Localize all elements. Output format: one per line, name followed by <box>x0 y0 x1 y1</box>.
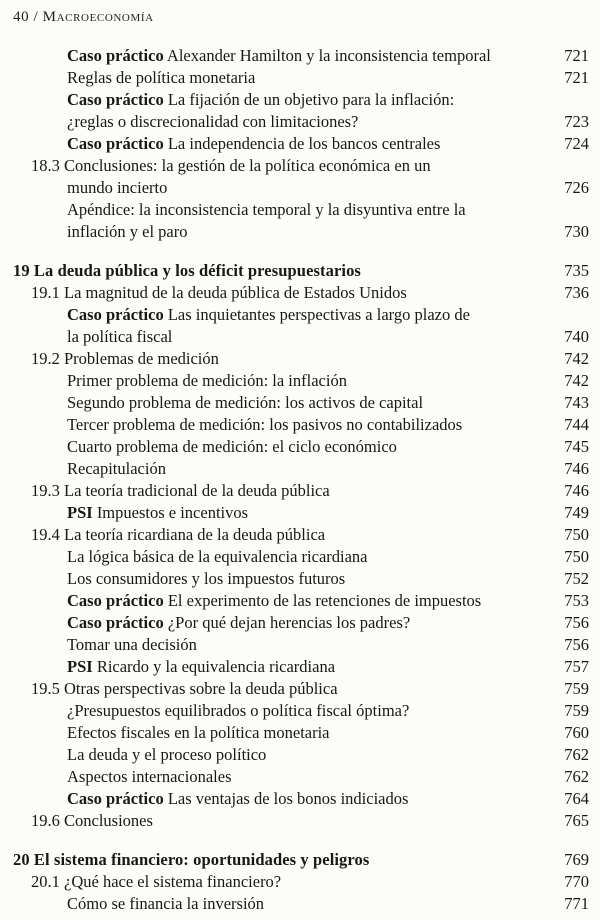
toc-entry-text <box>0 111 555 133</box>
toc-page-number: 753 <box>564 591 589 610</box>
toc-page-number: 756 <box>564 635 589 654</box>
toc-entry-label: ¿reglas o discrecionalidad con limitaciones? <box>67 112 359 131</box>
toc-page-number: 724 <box>564 134 589 153</box>
toc-row <box>0 678 600 700</box>
toc-entry-label: El experimento de las retenciones de impuestos <box>163 591 482 610</box>
toc-row <box>0 45 600 67</box>
toc-entry-text <box>0 612 555 634</box>
toc-entry-text <box>0 788 555 810</box>
toc-row <box>0 480 600 502</box>
toc-row <box>0 326 600 348</box>
toc-page-number: 742 <box>564 371 589 390</box>
toc-entry-bold-label: Caso práctico <box>67 134 164 153</box>
toc-page-number: 740 <box>564 327 589 346</box>
toc-entry-text <box>0 221 555 243</box>
toc-row <box>0 89 600 111</box>
toc-entry-label: La deuda y el proceso político <box>67 745 267 764</box>
toc-page-number: 742 <box>564 349 589 368</box>
toc-page-number: 745 <box>564 437 589 456</box>
toc-entry-text <box>0 524 555 546</box>
toc-row <box>0 502 600 524</box>
toc-entry-label: Apéndice: la inconsistencia temporal y la disyuntiva entre la <box>67 200 466 219</box>
toc-page-number: 769 <box>564 850 589 869</box>
toc-entry-text <box>0 436 555 458</box>
toc-entry-label: La lógica básica de la equivalencia ricardiana <box>67 547 368 566</box>
toc-entry-text <box>0 590 555 612</box>
toc-row <box>0 871 600 893</box>
toc-row <box>0 67 600 89</box>
toc-entry-label: ¿Por qué dejan herencias los padres? <box>163 613 411 632</box>
toc-entry-label: Tercer problema de medición: los pasivos no contabilizados <box>67 415 463 434</box>
toc-page-number: 750 <box>564 547 589 566</box>
toc-entry-text <box>0 458 555 480</box>
toc-entry-label: 19.6 Conclusiones <box>31 811 153 830</box>
toc-row <box>0 722 600 744</box>
toc-page-number: 756 <box>564 613 589 632</box>
toc-entry-label: Impuestos e incentivos <box>92 503 249 522</box>
toc-row <box>0 414 600 436</box>
toc-entry-text <box>0 656 555 678</box>
toc-entry-text <box>0 89 555 111</box>
toc-entry-bold-label: Caso práctico <box>67 46 164 65</box>
running-header: 40 / Macroeconomía <box>13 9 154 25</box>
toc-page-number: 757 <box>564 657 589 676</box>
toc-row <box>0 810 600 832</box>
toc-entry-text <box>0 304 555 326</box>
toc-row <box>0 590 600 612</box>
toc-entry-text <box>0 177 555 199</box>
toc-row <box>0 199 600 221</box>
toc-page-number: 752 <box>564 569 589 588</box>
toc-entry-text <box>0 326 555 348</box>
toc-row <box>0 260 600 282</box>
toc-page-number: 735 <box>564 261 589 280</box>
toc-entry-label: 19.1 La magnitud de la deuda pública de Estados Unidos <box>31 283 407 302</box>
toc-entry-text <box>0 546 555 568</box>
toc-row <box>0 612 600 634</box>
toc-entry-text <box>0 260 555 282</box>
toc-entry-bold-label: Caso práctico <box>67 305 164 324</box>
toc-page-number: 721 <box>564 68 589 87</box>
toc-entry-text <box>0 392 555 414</box>
toc-page-number: 736 <box>564 283 589 302</box>
toc-entry-label: La independencia de los bancos centrales <box>163 134 441 153</box>
toc-entry-text <box>0 634 555 656</box>
toc-entry-label: Las ventajas de los bonos indiciados <box>163 789 409 808</box>
toc-row <box>0 700 600 722</box>
toc-row <box>0 111 600 133</box>
toc-row <box>0 524 600 546</box>
toc-entry-bold-label: 20 El sistema financiero: oportunidades y peligros <box>13 850 370 869</box>
toc-entry-label: inflación y el paro <box>67 222 188 241</box>
toc-page-number: 760 <box>564 723 589 742</box>
toc-entry-bold-label: Caso práctico <box>67 90 164 109</box>
toc-entry-label: La fijación de un objetivo para la inflación: <box>163 90 455 109</box>
toc-page-number: 771 <box>564 894 589 913</box>
toc-entry-text <box>0 282 555 304</box>
toc-entry-bold-label: PSI <box>67 503 93 522</box>
toc-entry-text <box>0 199 555 221</box>
toc-entry-text <box>0 67 555 89</box>
toc-entry-label: Cómo se financia la inversión <box>67 894 265 913</box>
toc-page-number: 759 <box>564 701 589 720</box>
toc-row <box>0 370 600 392</box>
toc-entry-text <box>0 766 555 788</box>
toc-page-number: 749 <box>564 503 589 522</box>
toc-entry-text <box>0 871 555 893</box>
toc-row <box>0 568 600 590</box>
toc-entry-text <box>0 45 555 67</box>
toc-page-number: 723 <box>564 112 589 131</box>
toc-row <box>0 458 600 480</box>
toc-entry-bold-label: Caso práctico <box>67 789 164 808</box>
toc-row <box>0 133 600 155</box>
toc-entry-label: Las inquietantes perspectivas a largo plazo de <box>163 305 470 324</box>
toc-row <box>0 348 600 370</box>
toc-row <box>0 656 600 678</box>
toc-entry-text <box>0 678 555 700</box>
toc-entry-text <box>0 568 555 590</box>
toc-row <box>0 849 600 871</box>
toc-page-number: 762 <box>564 745 589 764</box>
toc-page-number: 764 <box>564 789 589 808</box>
toc-row <box>0 436 600 458</box>
toc-row <box>0 392 600 414</box>
toc-entry-label: mundo incierto <box>67 178 168 197</box>
toc-row <box>0 744 600 766</box>
toc-page-number: 770 <box>564 872 589 891</box>
toc-entry-bold-label: 19 La deuda pública y los déficit presupuestarios <box>13 261 361 280</box>
toc-page-number: 746 <box>564 459 589 478</box>
toc-row <box>0 177 600 199</box>
toc-entry-text <box>0 744 555 766</box>
toc-entry-label: Primer problema de medición: la inflación <box>67 371 347 390</box>
toc-entry-label: 19.5 Otras perspectivas sobre la deuda pública <box>31 679 338 698</box>
toc-row <box>0 766 600 788</box>
toc-page-number: 765 <box>564 811 589 830</box>
toc-page-number: 721 <box>564 46 589 65</box>
toc-entry-label: 20.1 ¿Qué hace el sistema financiero? <box>31 872 282 891</box>
toc-entry-label: Ricardo y la equivalencia ricardiana <box>92 657 336 676</box>
toc-entry-label: Recapitulación <box>67 459 166 478</box>
toc-page-number: 730 <box>564 222 589 241</box>
toc-entry-bold-label: Caso práctico <box>67 591 164 610</box>
toc-entry-label: Los consumidores y los impuestos futuros <box>67 569 346 588</box>
toc-entry-label: Reglas de política monetaria <box>67 68 256 87</box>
toc-row <box>0 788 600 810</box>
toc-entry-label: 18.3 Conclusiones: la gestión de la política económica en un <box>31 156 431 175</box>
table-of-contents <box>0 45 600 915</box>
toc-row <box>0 155 600 177</box>
toc-entry-text <box>0 700 555 722</box>
toc-entry-text <box>0 502 555 524</box>
toc-entry-text <box>0 348 555 370</box>
toc-entry-text <box>0 133 555 155</box>
toc-entry-label: 19.4 La teoría ricardiana de la deuda pública <box>31 525 326 544</box>
toc-entry-text <box>0 810 555 832</box>
toc-page-number: 750 <box>564 525 589 544</box>
toc-entry-label: Segundo problema de medición: los activos de capital <box>67 393 424 412</box>
toc-page-number: 759 <box>564 679 589 698</box>
toc-entry-text <box>0 893 555 915</box>
toc-page-number: 744 <box>564 415 589 434</box>
toc-entry-label: Cuarto problema de medición: el ciclo económico <box>67 437 397 456</box>
toc-entry-bold-label: PSI <box>67 657 93 676</box>
toc-entry-text <box>0 155 555 177</box>
toc-entry-text <box>0 722 555 744</box>
toc-row <box>0 546 600 568</box>
toc-entry-label: Tomar una decisión <box>67 635 197 654</box>
toc-row <box>0 282 600 304</box>
toc-entry-label: 19.2 Problemas de medición <box>31 349 219 368</box>
toc-entry-label: Efectos fiscales en la política monetaria <box>67 723 330 742</box>
toc-entry-text <box>0 414 555 436</box>
toc-entry-label: 19.3 La teoría tradicional de la deuda pública <box>31 481 330 500</box>
toc-row <box>0 634 600 656</box>
toc-page-number: 726 <box>564 178 589 197</box>
toc-page-number: 746 <box>564 481 589 500</box>
toc-page-number: 743 <box>564 393 589 412</box>
toc-entry-bold-label: Caso práctico <box>67 613 164 632</box>
toc-row <box>0 304 600 326</box>
toc-entry-text <box>0 480 555 502</box>
toc-entry-label: ¿Presupuestos equilibrados o política fiscal óptima? <box>67 701 410 720</box>
toc-entry-text <box>0 849 555 871</box>
toc-entry-label: Aspectos internacionales <box>67 767 232 786</box>
toc-row <box>0 221 600 243</box>
toc-entry-text <box>0 370 555 392</box>
toc-entry-label: la política fiscal <box>67 327 173 346</box>
toc-row <box>0 893 600 915</box>
toc-page-number: 762 <box>564 767 589 786</box>
toc-entry-label: Alexander Hamilton y la inconsistencia temporal <box>163 46 491 65</box>
